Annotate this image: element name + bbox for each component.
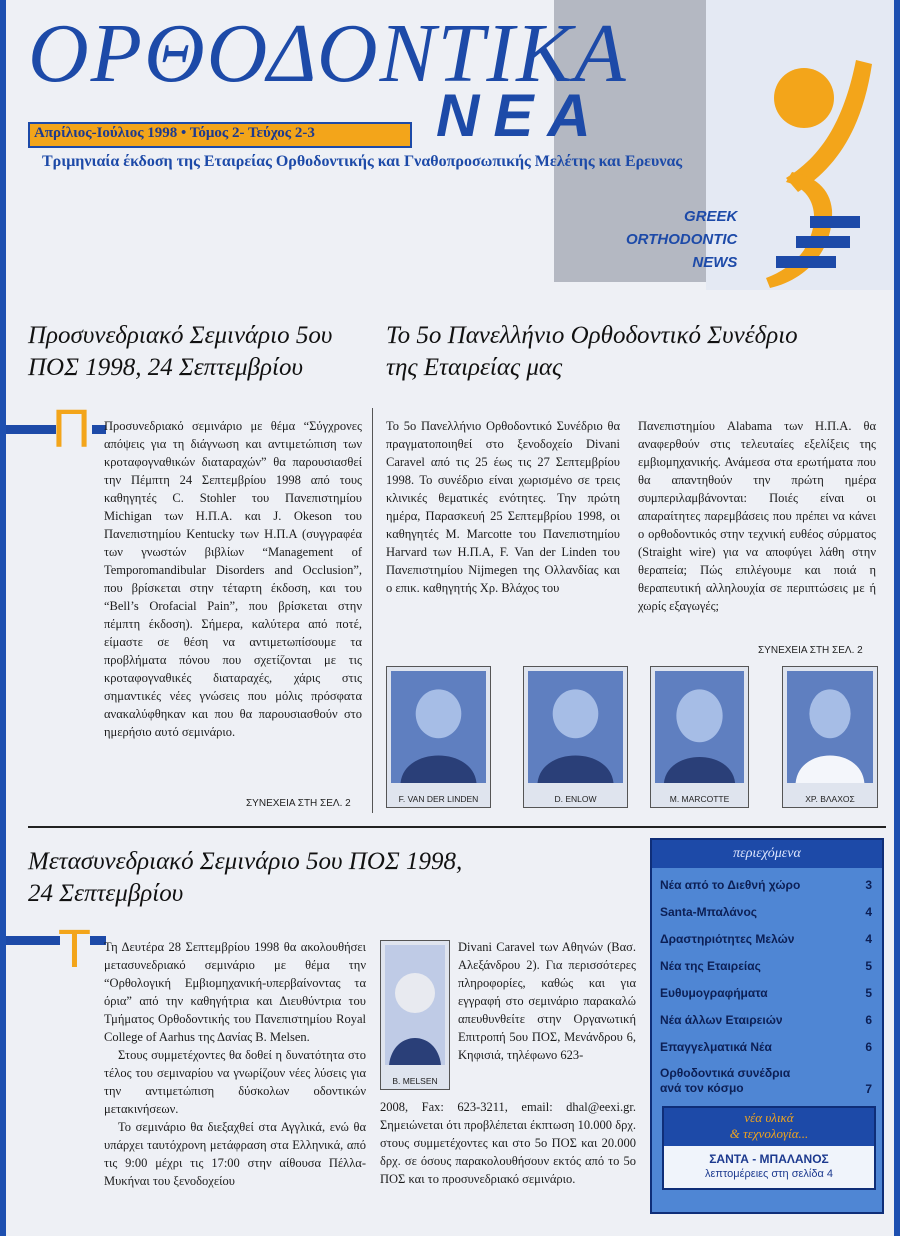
headline-line: 24 Σεπτεμβρίου <box>28 880 184 907</box>
paragraph: Τη Δευτέρα 28 Σεπτεμβρίου 1998 θα ακολουθήσει μετασυνεδριακό σεμινάριο με θέμα την “Ορθολογική Εμβιομηχανική-υπερβαίνοντας τα όρια” από την καθηγήτρια και Διευθύντρια του Τμήματος Ορθοδοντικής του Πανεπιστημίου Royal College of Aarhus της Δανίας B. Melsen. <box>104 940 366 1044</box>
photo-caption: D. ENLOW <box>554 794 597 804</box>
toc-item-label: Νέα από το Διεθνή χώρο <box>660 878 801 892</box>
toc-item-page: 7 <box>865 1082 872 1096</box>
column-divider <box>372 408 373 813</box>
section-divider <box>28 826 886 828</box>
article1-body: Προσυνεδριακό σεμινάριο με θέμα “Σύγχρονες απόψεις για τη διάγνωση και αντιμετώπιση των κροταφογναθικών διαταραχών” θα παρουσιασθεί την Πέμπτη 24 Σεπτεμβρίου 1998 από τους καθηγητές C. Stohler του Πανεπιστημίου Michigan των Η.Π.Α. και J. Okeson του Πανεπιστημίου Kentucky των Η.Π.Α (συγγραφέα των γνωστών βιβλίων “Management of Temporomandibular Disorders and Occlusion”, που βρίσκεται στην τέταρτη έκδοση, και του “Bell’s Orofacial Pain”, που βρίσκεται στην πέμπτη έκδοση). Σήμερα, καλύτερα από ποτέ, είμαστε σε θέση να αντιμετωπίσουμε τα προβλήματα πόνου που σχετίζονται με τις κροταφογναθικές διαταραχές, χάρις στις σημαντικές νέες γνώσεις που μόλις πρόσφατα ανακαλύφθηκαν και που θα παρουσιασθούν στο ημερήσιο αυτό σεμινάριο. <box>104 419 362 739</box>
photo-caption: B. MELSEN <box>392 1076 438 1086</box>
article2-headline <box>386 320 886 384</box>
accent-bar <box>6 936 60 945</box>
accent-bar <box>6 425 56 434</box>
toc-item-label: Santa-Μπαλάνος <box>660 905 758 919</box>
toc-heading: περιεχόμενα <box>652 840 882 868</box>
masthead-title: ΟΡΘΟΔΟΝΤΙΚΑ <box>28 7 628 100</box>
toc-item-page: 5 <box>865 959 872 973</box>
portrait-image <box>391 671 486 783</box>
toc-item[interactable] <box>660 1040 872 1055</box>
toc-item[interactable] <box>660 1066 872 1096</box>
masthead-title-nea: ΝΕΑ <box>436 82 605 149</box>
promo-title: ΣΑΝΤΑ - ΜΠΑΛΑΝΟΣ <box>709 1152 829 1166</box>
photo-caption: ΧΡ. ΒΛΑΧΟΣ <box>805 794 855 804</box>
article3-col1 <box>104 938 366 1190</box>
logo-figure-icon <box>726 60 876 290</box>
promo-heading-line: & τεχνολογία... <box>729 1126 809 1141</box>
article3-col2a: Divani Caravel των Αθηνών (Βασ. Αλεξάνδρου 2). Για περισσότερες πληροφορίες, καθώς και για εγγραφή στο σεμινάριο παρακαλώ απευθυνθείτε στην Οργανωτική Επιτροπή 5ου ΠΟΣ, Μενάνδρου 6, Κηφισιά, τηλέφωνο 623- <box>458 940 636 1062</box>
portrait-photo <box>386 666 491 808</box>
promo-box <box>662 1106 876 1190</box>
toc-item-page: 4 <box>865 932 872 946</box>
portrait-image <box>528 671 623 783</box>
toc-item-page: 3 <box>865 878 872 892</box>
headline-line: ΠΟΣ 1998, 24 Σεπτεμβρίου <box>28 354 303 381</box>
paragraph: Το σεμινάριο θα διεξαχθεί στα Αγγλικά, ενώ θα υπάρχει ταυτόχρονη μετάφραση στα Ελληνικά, από τις 9:00 μέχρι τις 17:00 στην αίθουσα Πέλλα-Μυκήναι του ξενοδοχείου <box>104 1120 366 1188</box>
article3-headline <box>28 846 638 910</box>
toc-item-page: 5 <box>865 986 872 1000</box>
masthead-subtitle: Τριμηνιαία έκδοση της Εταιρείας Ορθοδοντικής και Γναθοπροσωπικής Μελέτης και Ερευνας <box>42 153 683 170</box>
toc-item-label: Νέα άλλων Εταιρειών <box>660 1013 783 1027</box>
toc-item[interactable] <box>660 986 872 1001</box>
toc-item[interactable] <box>660 905 872 920</box>
toc-item-label: Ορθοδοντικά συνέδρια ανά τον κόσμο <box>660 1066 791 1095</box>
continue-note: ΣΥΝΕΧΕΙΑ ΣΤΗ ΣΕΛ. 2 <box>758 645 863 656</box>
toc-item-page: 6 <box>865 1040 872 1054</box>
toc-item-label: Νέα της Εταιρείας <box>660 959 761 973</box>
toc-item[interactable] <box>660 878 872 893</box>
english-title <box>626 205 737 274</box>
toc-item-page: 4 <box>865 905 872 919</box>
article1-headline <box>28 320 348 384</box>
promo-text: λεπτομέρειες στη σελίδα 4 <box>704 1168 833 1180</box>
dropcap: Τ <box>58 919 91 979</box>
english-title-line: NEWS <box>692 254 738 271</box>
english-title-line: ORTHODONTIC <box>626 231 738 248</box>
article2-col2: Πανεπιστημίου Alabama των Η.Π.Α. θα αναφερθούν στις τελευταίες εξελίξεις της εμβιομηχανικής. Ανάμεσα στα ερωτήματα που θα απαντηθούν την πρώτη ημέρα συμπεριλαμβάνονται: Ποιές είναι οι απαραίτητες παρεμβάσεις που πρέπει να κάνει ο ορθοδοντικός στην τεχνική ευθέος σύρματος (Straight wire) για να αποφύγει λάθη στην θεραπεία; Πώς επιλέγουμε και ποιά η θεραπευτική αλληλουχία σε περιπτώσεις με ή χωρίς εξαγωγές; <box>638 419 876 613</box>
portrait-image <box>655 671 744 783</box>
toc-item-label: Επαγγελματικά Νέα <box>660 1040 772 1054</box>
english-title-line: GREEK <box>684 208 738 225</box>
headline-line: Προσυνεδριακό Σεμινάριο 5ου <box>28 322 333 349</box>
photo-caption: M. MARCOTTE <box>669 794 730 804</box>
portrait-image <box>787 671 873 783</box>
portrait-photo <box>523 666 628 808</box>
promo-heading <box>664 1108 874 1146</box>
portrait-photo <box>650 666 749 808</box>
portrait-photo <box>380 940 450 1090</box>
toc-item[interactable] <box>660 932 872 947</box>
table-of-contents <box>650 838 884 1214</box>
toc-item[interactable] <box>660 1013 872 1028</box>
newsletter-page <box>6 0 894 1236</box>
headline-line: Μετασυνεδριακό Σεμινάριο 5ου ΠΟΣ 1998, <box>28 848 463 875</box>
portrait-image <box>385 945 445 1065</box>
continue-note: ΣΥΝΕΧΕΙΑ ΣΤΗ ΣΕΛ. 2 <box>246 798 351 809</box>
article2-col1: Το 5ο Πανελλήνιο Ορθοδοντικό Συνέδριο θα πραγματοποιηθεί στο ξενοδοχείο Divani Caravel από τις 25 έως τις 27 Σεπτεμβρίου 1998. Το συνέδριο είναι χωρισμένο σε τρεις κλινικές θεματικές ενότητες. Την πρώτη ημέρα, Παρασκευή 25 Σεπτεμβρίου 1998, οι καθηγητές M. Marcotte του Πανεπιστημίου Harvard των Η.Π.Α, F. Van der Linden του Πανεπιστημίου Nijmegen της Ολλανδίας και ο επικ. καθηγητής Χρ. Βλάχος του <box>386 419 620 595</box>
toc-item-label: Δραστηριότητες Μελών <box>660 932 795 946</box>
paragraph: Στους συμμετέχοντες θα δοθεί η δυνατότητα στο τέλος του σεμιναρίου να γνωρίζουν νέες λύσεις για την αντιμετώπιση δύσκολων οδοντικών μετακινήσεων. <box>104 1048 366 1116</box>
promo-heading-line: νέα υλικά <box>744 1110 794 1125</box>
dropcap: Π <box>52 399 91 459</box>
toc-item[interactable] <box>660 959 872 974</box>
headline-line: της Εταιρείας μας <box>386 354 563 381</box>
toc-item-page: 6 <box>865 1013 872 1027</box>
photo-caption: F. VAN DER LINDEN <box>398 794 479 804</box>
portrait-photo <box>782 666 878 808</box>
issue-info: Απρίλιος-Ιούλιος 1998 • Τόμος 2- Τεύχος 2-3 <box>34 125 315 141</box>
article3-col2b: 2008, Fax: 623-3211, email: dhal@eexi.gr. Σημειώνεται ότι προβλέπεται έκπτωση 10.000 δρχ. στους συμμετέχοντες και στο 5ο ΠΟΣ και 20.000 δρχ. σε όσους παρακολουθήσουν εκτός από το 5ο ΠΟΣ και το προσυνεδριακό σεμινάριο. <box>380 1100 636 1186</box>
headline-line: Το 5ο Πανελλήνιο Ορθοδοντικό Συνέδριο <box>386 322 798 349</box>
toc-item-label: Ευθυμογραφήματα <box>660 986 768 1000</box>
